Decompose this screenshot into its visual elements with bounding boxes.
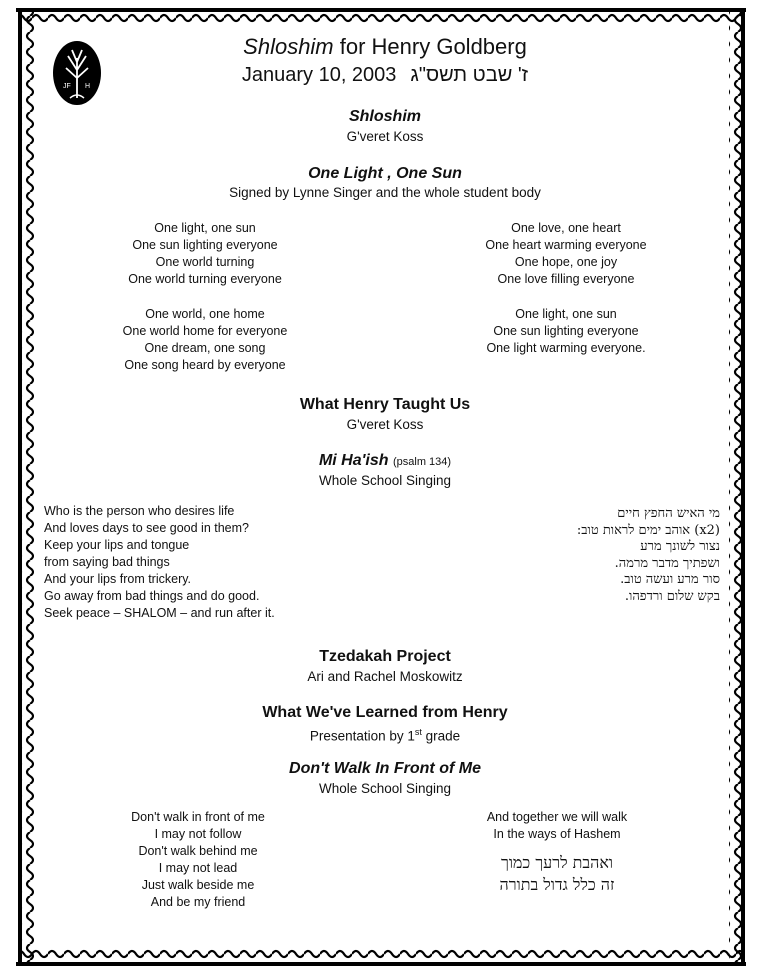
lyric-line: One light, one sun (154, 221, 256, 235)
page-title-rest: for Henry Goldberg (333, 34, 527, 59)
lyric-line: And be my friend (150, 895, 246, 909)
section-title-shloshim: Shloshim (348, 108, 421, 125)
mi-haish-note: (psalm 134) (392, 456, 452, 468)
section-subtitle-one-light: Signed by Lynne Singer and the whole student body (229, 185, 541, 200)
section-subtitle-dont-walk: Whole School Singing (318, 781, 452, 796)
lyric-line: Don't walk behind me (138, 844, 258, 858)
lyric-line: And your lips from trickery. (44, 572, 192, 586)
hebrew-line: ואהבת לרעך כמוך (500, 853, 614, 872)
lyric-line: And loves days to see good in them? (44, 521, 249, 535)
lyric-line: In the ways of Hashem (493, 827, 621, 841)
logo-letters-right: H (85, 83, 91, 90)
lyric-line: Just walk beside me (141, 878, 255, 892)
date-english: January 10, 2003 (241, 64, 397, 86)
date-hebrew: ז' שבט תשס"ג (410, 64, 529, 86)
lyric-line: from saying bad things (44, 555, 170, 569)
lyrics-left-top (95, 220, 315, 288)
page-date (150, 62, 620, 88)
lyric-line: One light, one sun (515, 307, 617, 321)
lyric-line: One sun lighting everyone (132, 238, 278, 252)
learned-subtitle-pre: Presentation by 1 (309, 728, 415, 744)
lyrics-right-bottom (456, 306, 676, 357)
section-subtitle-mi-haish: Whole School Singing (318, 473, 452, 488)
section-subtitle-learned (150, 724, 620, 745)
tree-logo-icon (52, 40, 102, 106)
dont-walk-right (447, 809, 667, 843)
section-title-henry-taught: What Henry Taught Us (299, 396, 471, 413)
lyric-line: Seek peace – SHALOM – and run after it. (44, 606, 275, 620)
lyric-line: I may not lead (158, 861, 238, 875)
mi-haish-english (44, 503, 364, 622)
mi-haish-hebrew (470, 506, 720, 605)
lyric-line: One sun lighting everyone (493, 324, 639, 338)
section-title-tzedakah: Tzedakah Project (319, 648, 451, 665)
lyric-line: One song heard by everyone (124, 358, 286, 372)
lyric-line: Go away from bad things and do good. (44, 589, 260, 603)
lyric-line: One world home for everyone (122, 324, 288, 338)
lyric-line: I may not follow (154, 827, 242, 841)
lyric-line: One heart warming everyone (485, 238, 647, 252)
lyric-line: One world turning (155, 255, 255, 269)
learned-subtitle-sup: st (414, 727, 422, 737)
dont-walk-hebrew (447, 852, 667, 896)
lyric-line: And together we will walk (486, 810, 628, 824)
learned-subtitle-post: grade (421, 728, 461, 744)
lyric-line: One world turning everyone (128, 272, 282, 286)
lyric-line: One love filling everyone (497, 272, 635, 286)
hebrew-line: סור מרע ועשה טוב. (620, 572, 720, 587)
section-subtitle-tzedakah: Ari and Rachel Moskowitz (307, 669, 463, 684)
lyric-line: Keep your lips and tongue (44, 538, 190, 552)
hebrew-line: (x2) אוהב ימים לראות טוב: (576, 522, 720, 538)
lyric-line: One love, one heart (511, 221, 621, 235)
page-title (150, 34, 620, 60)
lyrics-right-top (456, 220, 676, 288)
lyric-line: One world, one home (145, 307, 265, 321)
section-subtitle-shloshim: G'veret Koss (346, 129, 424, 144)
hebrew-line: מי האיש החפץ חיים (617, 506, 720, 521)
dont-walk-left (88, 809, 308, 911)
lyric-line: One hope, one joy (514, 255, 618, 269)
lyric-line: One dream, one song (144, 341, 266, 355)
section-subtitle-henry-taught: G'veret Koss (346, 417, 424, 432)
school-logo (52, 40, 102, 106)
hebrew-line: ושפתיך מדבר מרמה. (614, 555, 720, 571)
lyric-line: Don't walk in front of me (131, 810, 265, 824)
section-title-mi-haish (150, 451, 620, 472)
mi-haish-title: Mi Ha'ish (318, 452, 389, 469)
section-title-one-light: One Light , One Sun (308, 165, 462, 182)
logo-letters-left: JF (63, 83, 71, 90)
lyrics-left-bottom (95, 306, 315, 374)
hebrew-line: זה כלל גדול בתורה (499, 875, 615, 894)
lyric-line: Who is the person who desires life (44, 504, 235, 518)
section-title-learned: What We've Learned from Henry (262, 704, 508, 721)
hebrew-line: נצור לשונך מרע (640, 539, 720, 554)
page-title-italic: Shloshim (243, 34, 334, 59)
lyric-line: One light warming everyone. (486, 341, 646, 355)
hebrew-line: בקש שלום ורדפהו. (624, 588, 720, 604)
section-title-dont-walk: Don't Walk In Front of Me (289, 760, 481, 777)
